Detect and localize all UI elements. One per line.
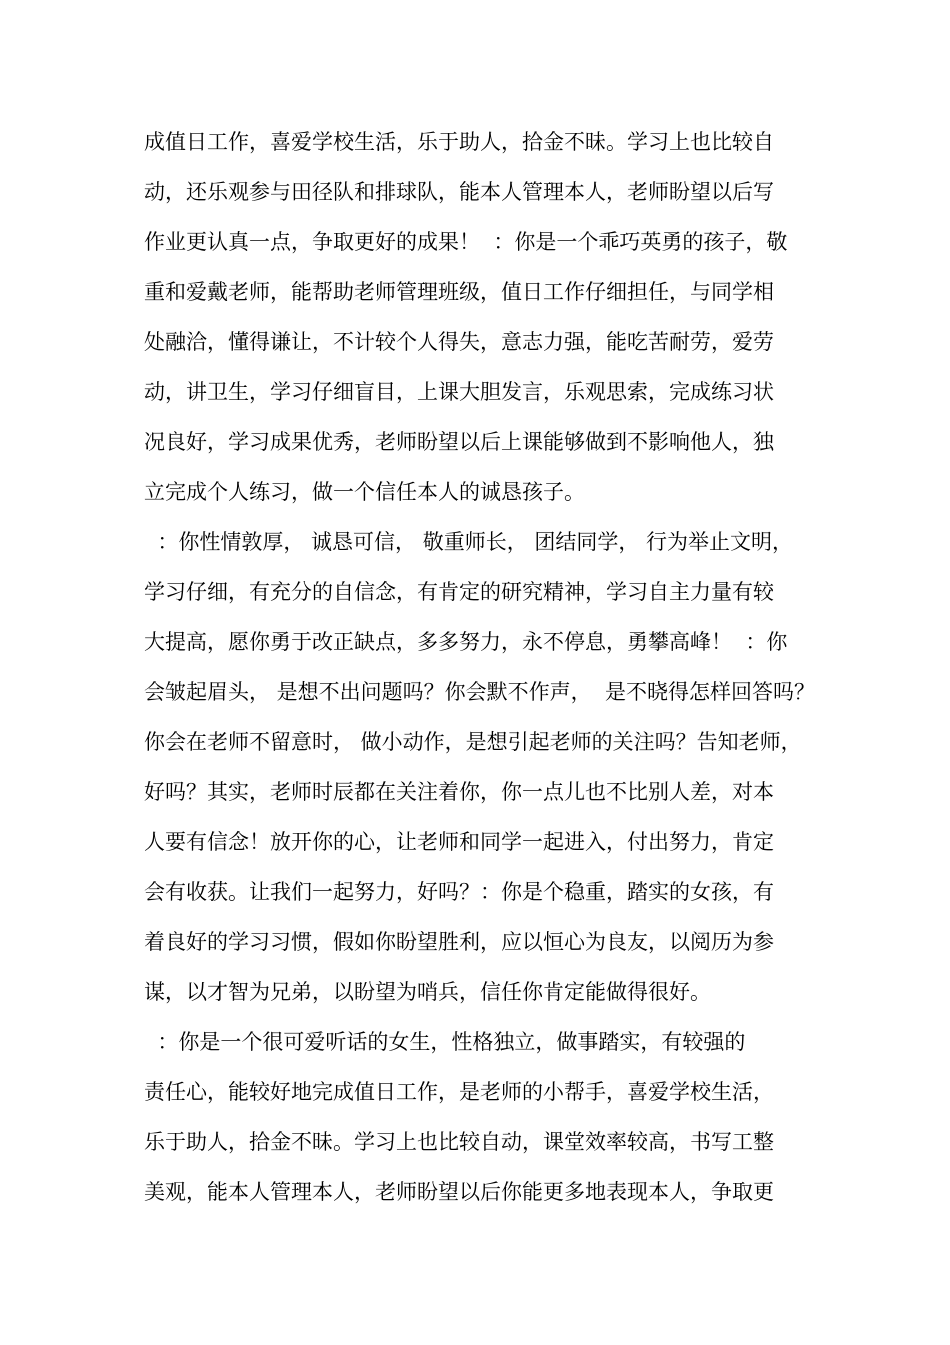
text-line: 重和爱戴老师，能帮助老师管理班级，值日工作仔细担任，与同学相 — [144, 280, 774, 304]
text-line: 立完成个人练习，做一个信任本人的诚恳孩子。 — [144, 480, 585, 504]
text-line: 会有收获。让我们一起努力，好吗？：你是个稳重，踏实的女孩，有 — [144, 880, 774, 904]
text-line: 大提高，愿你勇于改正缺点，多多努力，永不停息，勇攀高峰！ ：你 — [144, 630, 788, 654]
text-line: 会皱起眉头， 是想不出问题吗？你会默不作声， 是不晓得怎样回答吗？ — [144, 680, 816, 704]
text-line: 动，还乐观参与田径队和排球队，能本人管理本人，老师盼望以后写 — [144, 180, 774, 204]
text-line: 乐于助人，拾金不昧。学习上也比较自动，课堂效率较高，书写工整 — [144, 1130, 774, 1154]
text-line: 你会在老师不留意时， 做小动作，是想引起老师的关注吗？告知老师， — [144, 730, 802, 754]
text-line: 作业更认真一点，争取更好的成果！ ：你是一个乖巧英勇的孩子，敬 — [144, 230, 788, 254]
text-line: 况良好，学习成果优秀，老师盼望以后上课能够做到不影响他人，独 — [144, 430, 774, 454]
text-line: 责任心，能较好地完成值日工作，是老师的小帮手，喜爱学校生活， — [144, 1080, 774, 1104]
text-line: 成值日工作，喜爱学校生活，乐于助人，拾金不昧。学习上也比较自 — [144, 130, 774, 154]
text-line: ：你性情敦厚， 诚恳可信， 敬重师长， 团结同学， 行为举止文明， — [144, 530, 794, 554]
text-line: 着良好的学习习惯，假如你盼望胜利，应以恒心为良友，以阅历为参 — [144, 930, 774, 954]
text-line: 动，讲卫生，学习仔细盲目，上课大胆发言，乐观思索，完成练习状 — [144, 380, 774, 404]
text-line: 好吗？其实，老师时辰都在关注着你，你一点儿也不比别人差，对本 — [144, 780, 774, 804]
text-line: 美观，能本人管理本人，老师盼望以后你能更多地表现本人，争取更 — [144, 1180, 774, 1204]
text-line: 人要有信念！放开你的心，让老师和同学一起进入，付出努力，肯定 — [144, 830, 774, 854]
text-line: ：你是一个很可爱听话的女生，性格独立，做事踏实，有较强的 — [144, 1030, 746, 1054]
text-line: 处融洽，懂得谦让，不计较个人得失，意志力强，能吃苦耐劳，爱劳 — [144, 330, 774, 354]
text-line: 学习仔细，有充分的自信念，有肯定的研究精神，学习自主力量有较 — [144, 580, 774, 604]
text-line: 谋，以才智为兄弟，以盼望为哨兵，信任你肯定能做得很好。 — [144, 980, 711, 1004]
